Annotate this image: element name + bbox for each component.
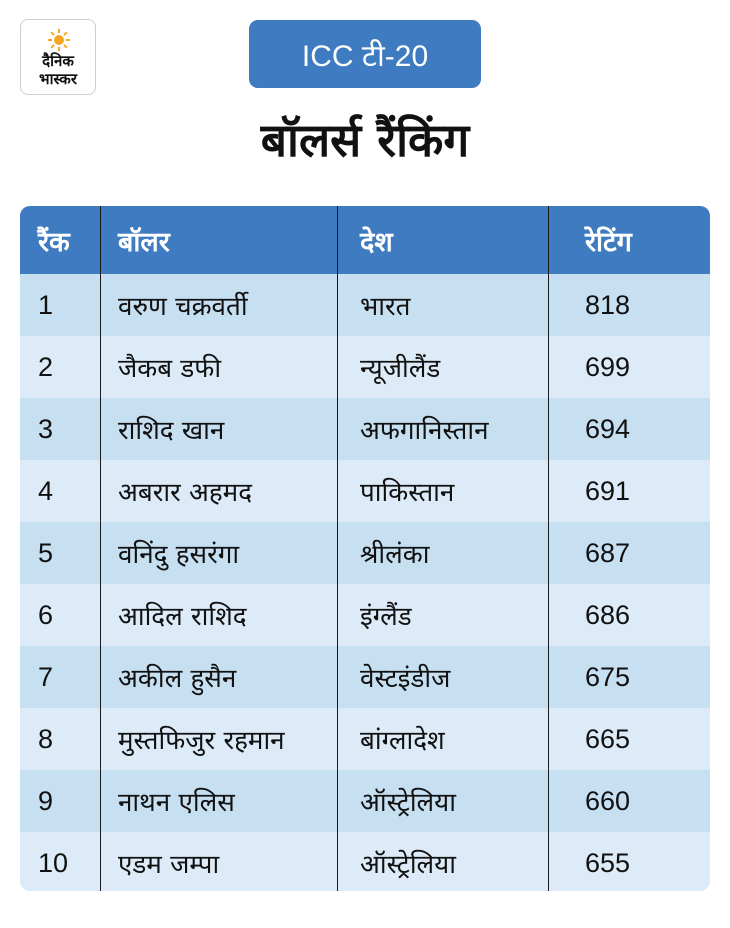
icc-t20-badge: ICC टी-20: [249, 20, 481, 88]
table-row: [20, 274, 710, 336]
table-row: [20, 584, 710, 646]
rank-cell: 1: [38, 289, 54, 320]
country-cell: पाकिस्तान: [360, 478, 455, 508]
country-cell: न्यूजीलैंड: [360, 354, 441, 384]
sun-icon: [48, 29, 70, 51]
rating-cell: 660: [585, 785, 631, 816]
header-country: देश: [360, 226, 393, 258]
header-bowler: बॉलर: [118, 226, 170, 258]
bowler-cell: मुस्तफिजुर रहमान: [118, 726, 285, 756]
country-cell: भारत: [360, 292, 411, 322]
rating-cell: 655: [585, 847, 631, 878]
country-cell: बांग्लादेश: [360, 726, 445, 756]
header-rank: रैंक: [38, 226, 70, 258]
country-cell: अफगानिस्तान: [360, 416, 489, 446]
rating-cell: 691: [585, 475, 631, 506]
bowler-cell: एडम जम्पा: [118, 850, 220, 880]
rating-cell: 687: [585, 537, 631, 568]
column-divider: [337, 206, 338, 891]
country-cell: इंग्लैंड: [360, 602, 412, 632]
page-title: बॉलर्स रैंकिंग: [260, 113, 470, 167]
rank-cell: 10: [38, 847, 69, 878]
bowler-cell: जैकब डफी: [118, 354, 222, 384]
rank-cell: 9: [38, 785, 54, 816]
table-row: [20, 832, 710, 891]
rank-cell: 6: [38, 599, 54, 630]
country-cell: ऑस्ट्रेलिया: [360, 788, 456, 818]
rank-cell: 3: [38, 413, 54, 444]
bowler-cell: वनिंदु हसरंगा: [118, 540, 240, 570]
country-cell: श्रीलंका: [360, 540, 430, 570]
table-row: [20, 646, 710, 708]
rating-cell: 699: [585, 351, 631, 382]
table-row: [20, 460, 710, 522]
rank-cell: 7: [38, 661, 54, 692]
table-row: [20, 708, 710, 770]
bowler-cell: अकील हुसैन: [118, 664, 237, 694]
rating-cell: 686: [585, 599, 631, 630]
header-rating: रेटिंग: [585, 226, 632, 258]
country-cell: वेस्टइंडीज: [360, 664, 451, 694]
table-row: [20, 336, 710, 398]
rating-cell: 818: [585, 289, 631, 320]
logo-line-1: दैनिक: [42, 52, 74, 70]
bowler-cell: अबरार अहमद: [118, 478, 253, 508]
rank-cell: 8: [38, 723, 54, 754]
rating-cell: 675: [585, 661, 631, 692]
rank-cell: 2: [38, 351, 54, 382]
bowler-cell: वरुण चक्रवर्ती: [118, 292, 248, 322]
table-header: [20, 206, 710, 274]
rankings-table: [20, 206, 710, 891]
country-cell: ऑस्ट्रेलिया: [360, 850, 456, 880]
rank-cell: 5: [38, 537, 54, 568]
rating-cell: 694: [585, 413, 631, 444]
bowler-cell: राशिद खान: [118, 416, 225, 446]
rating-cell: 665: [585, 723, 631, 754]
table-row: [20, 398, 710, 460]
column-divider: [100, 206, 101, 891]
column-divider: [548, 206, 549, 891]
table-row: [20, 522, 710, 584]
bowler-cell: नाथन एलिस: [118, 788, 235, 818]
bowler-cell: आदिल राशिद: [118, 602, 247, 632]
logo-line-2: भास्कर: [39, 70, 77, 88]
table-row: [20, 770, 710, 832]
dainik-bhaskar-logo: [20, 19, 96, 95]
rank-cell: 4: [38, 475, 54, 506]
